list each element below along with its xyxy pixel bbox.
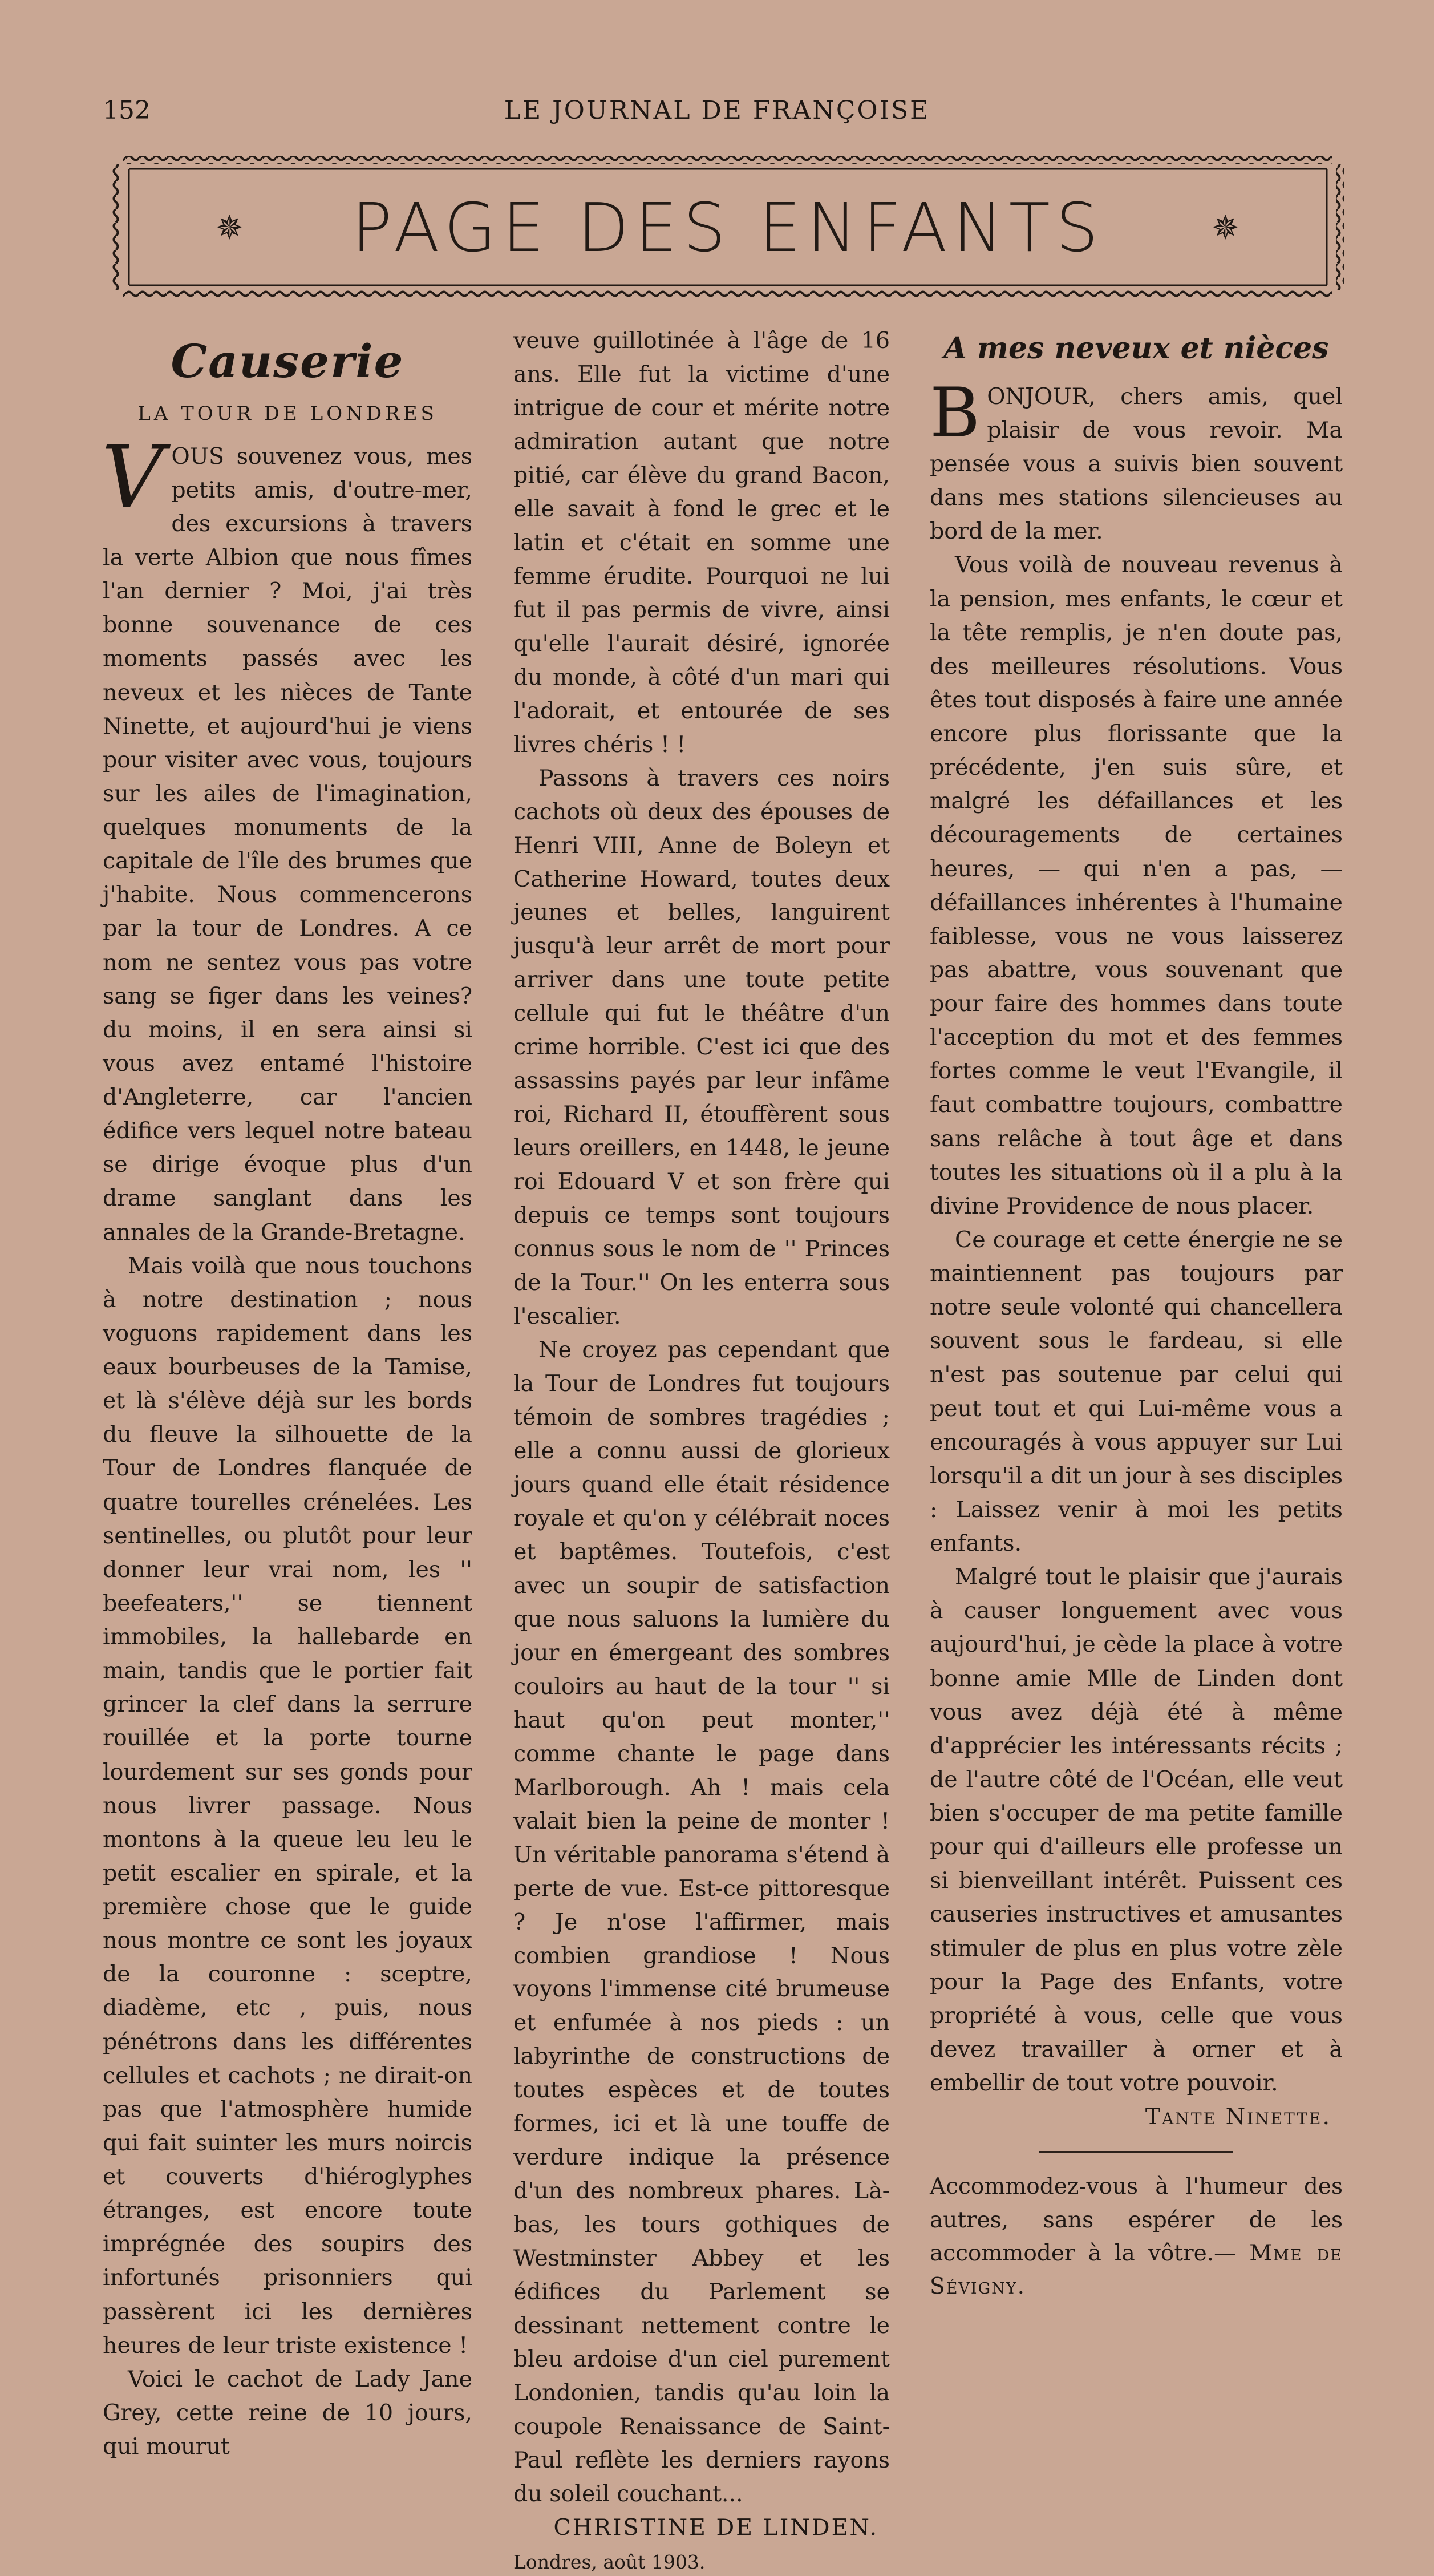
quote: Accommodez-vous à l'humeur des autres, sans espérer de les accommoder à la vôtre.— Mme de Sévigny.: [930, 2174, 1343, 2300]
running-head: LE JOURNAL DE FRANÇOISE: [504, 96, 930, 125]
divider: [1039, 2151, 1233, 2153]
drop-cap: B: [930, 373, 981, 453]
star-ornament-icon: ✵: [216, 208, 244, 247]
paragraph: VOUS souvenez vous, mes petits amis, d'outre-mer, des excursions à travers la verte Albion que nous fîmes l'an dernier ? Moi, j'ai très bonne souvenance de ces moments passés avec les neveux et les nièces de Tante Ninette, et aujourd'hui je viens pour visiter avec vous, toujours sur les ailes de l'imagination, quelques monuments de la capitale de l'île des brumes que j'habite. Nous commencerons par la tour de Londres. A ce nom ne sentez vous pas votre sang se figer dans les veines? du moins, il en sera ainsi si vous avez entamé l'histoire d'Angleterre, car l'ancien édifice vers lequel notre bateau se dirige évoque plus d'un drame sanglant dans les annales de la Grande-Bretagne.: [102, 427, 472, 1245]
paragraph: Passons à travers ces noirs cachots où deux des épouses de Henri VIII, Anne de Boleyn et Catherine Howard, toutes deux jeunes et belles, languirent jusqu'à leur arrêt de mort pour arriver dans une toute petite cellule qui fut le théâtre d'un crime horrible. C'est ici que des assassins payés par leur infâme roi, Richard II, étouffèrent sous leurs oreillers, en 1448, le jeune roi Edouard V et son frère qui depuis ce temps sont toujours connus sous le nom de '' Princes de la Tour.'' On les enterra sous l'escalier.: [513, 765, 890, 1330]
paragraph: Mais voilà que nous touchons à notre destination ; nous voguons rapidement dans les eaux bourbeuses de la Tamise, et là s'élève déjà sur les bords du fleuve la silhouette de la Tour de Londres flanquée de quatre tourelles crénelées. Les sentinelles, ou plutôt pour leur donner leur vrai nom, les '' beefeaters,'' se tiennent immobiles, la hallebarde en main, tandis que le portier fait grincer la clef dans la serrure rouillée et la porte tourne lourdement sur ses gonds pour nous livrer passage. Nous montons à la queue leu leu le petit escalier en spirale, et la première chose que le guide nous montre ce sont les joyaux de la couronne : sceptre, diadème, etc , puis, nous pénétrons dans les différentes cellules et cachots ; ne dirait-on pas que l'atmosphère humide qui fait suinter les murs noircis et couverts d'hiéroglyphes étranges, est encore toute imprégnée des soupirs des infortunés prisonniers qui passèrent ici les dernières heures de leur triste existence !: [103, 1252, 472, 2359]
paragraph: Ce courage et cette énergie ne se maintiennent pas toujours par notre seule volonté qui chancellera souvent sous le fardeau, si elle n'est pas soutenue par celui qui peut tout et qui Lui-même vous a encouragés à vous appuyer sur Lui lorsqu'il a dit un jour à ses disciples : Laissez venir à moi les petits enfants.: [930, 1226, 1343, 1557]
paragraph: Voici le cachot de Lady Jane Grey, cette reine de 10 jours, qui mourut: [103, 2365, 472, 2460]
paragraph: Malgré tout le plaisir que j'aurais à causer longuement avec vous aujourd'hui, je cède la place à votre bonne amie Mlle de Linden dont vous avez déjà été à même d'apprécier les intéressants récits ; de l'autre côté de l'Océan, elle veut bien s'occuper de ma petite famille pour qui d'ailleurs elle professe un si bienveillant intérêt. Puissent ces causeries instructives et amusantes stimuler de plus en plus votre zèle pour la Page des Enfants, votre propriété à vous, celle que vous devez travailler à orner et à embellir de tout votre pouvoir.: [930, 1564, 1343, 2097]
column-right: [930, 320, 1343, 2304]
paragraph: veuve guillotinée à l'âge de 16 ans. Elle fut la victime d'une intrigue de cour et mérite notre admiration autant que notre pitié, car élève du grand Bacon, elle savait à fond le grec et le latin et c'était en somme une femme érudite. Pourquoi ne lui fut il pas permis de vivre, ainsi qu'elle l'aurait désiré, ignorée du monde, à côté d'un mari qui l'adorait, et entourée de ses livres chéris ! !: [513, 327, 890, 758]
author-signature: CHRISTINE DE LINDEN.: [553, 2514, 878, 2541]
drop-cap: V: [102, 427, 164, 527]
quote-author: Mme de Sévigny.: [930, 2241, 1343, 2300]
column-middle: [513, 324, 890, 2576]
paragraph: BONJOUR, chers amis, quel plaisir de vous revoir. Ma pensée vous a suivis bien souvent dans mes stations silencieuses au bord de la mer.: [930, 373, 1343, 545]
paragraph: Vous voilà de nouveau revenus à la pension, mes enfants, le cœur et la tête remplis, je n'en doute pas, des meilleures résolutions. Vous êtes tout disposés à faire une année encore plus florissante que la précédente, j'en suis sûre, et malgré les défaillances et les découragements de certaines heures, — qui n'en a pas, — défaillances inhérentes à l'humaine faiblesse, vous ne vous laisserez pas abattre, vous souvenant que pour faire des hommes dans toute l'acception du mot et des femmes fortes comme le veut l'Evangile, il faut combattre toujours, combattre sans relâche à tout âge et dans toutes les situations où il a plu à la divine Providence de nous placer.: [930, 552, 1343, 1219]
causerie-subtitle: LA TOUR DE LONDRES: [137, 402, 438, 425]
section-title: PAGE DES ENFANTS: [351, 188, 1104, 267]
paragraph: Ne croyez pas cependant que la Tour de Londres fut toujours témoin de sombres tragédies ; elle a connu aussi de glorieux jours quand elle était résidence royale et qu'on y célébrait noces et baptêmes. Toutefois, c'est avec un soupir de satisfaction que nous saluons la lumière du jour en émergeant des sombres couloirs au haut de la tour '' si haut qu'on peut monter,'' comme chante le page dans Marlborough. Ah ! mais cela valait bien la peine de monter ! Un véritable panorama s'étend à perte de vue. Est-ce pittoresque ? Je n'ose l'affirmer, mais combien grandiose ! Nous voyons l'immense cité brumeuse et enfumée à nos pieds : un labyrinthe de constructions de toutes espèces et de toutes formes, ici et là une touffe de verdure indique la présence d'un des nombreux phares. Là-bas, les tours gothiques de Westminster Abbey et les édifices du Parlement se dessinant nettement contre le bleu ardoise d'un ciel purement Londonien, tandis qu'au loin la coupole Renaissance de Saint-Paul reflète les derniers rayons du soleil couchant...: [513, 1337, 890, 2507]
dateline: Londres, août 1903.: [513, 2550, 706, 2573]
letter-title: A mes neveux et nièces: [943, 331, 1329, 366]
title-banner: [112, 154, 1344, 301]
letter-signature: Tante Ninette.: [1145, 2104, 1331, 2130]
column-left: [103, 320, 472, 2464]
causerie-title: Causerie: [171, 334, 404, 388]
page-number: 152: [103, 96, 151, 125]
star-ornament-icon: ✵: [1212, 208, 1239, 247]
